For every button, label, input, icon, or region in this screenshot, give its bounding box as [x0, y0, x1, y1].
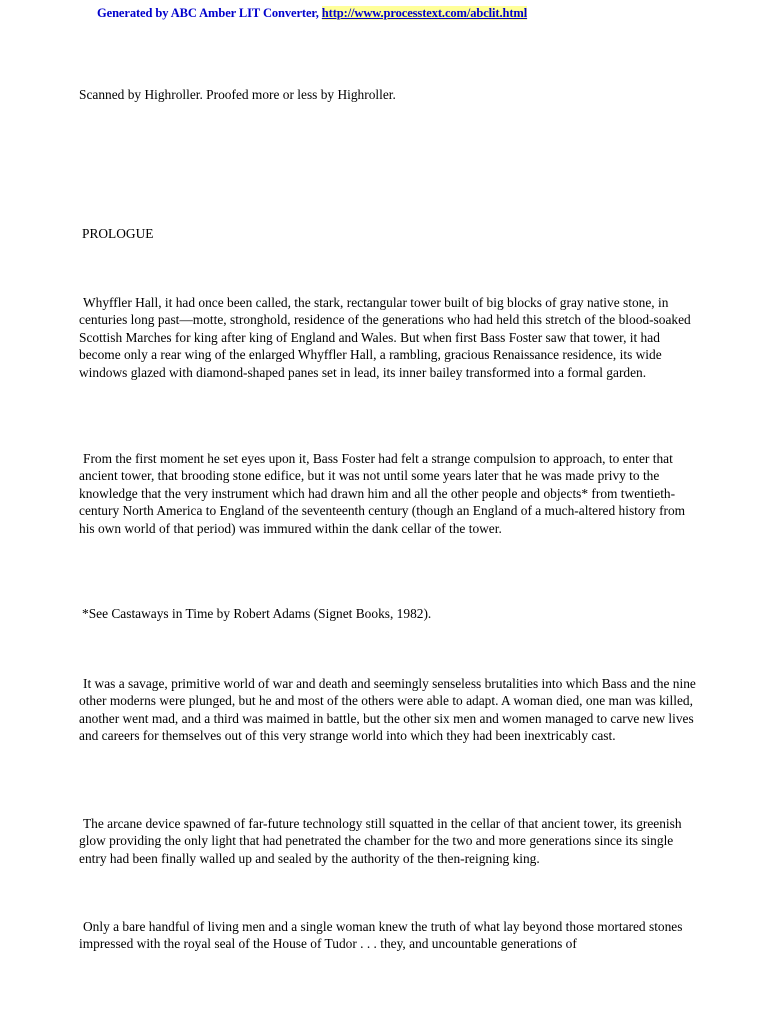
banner-text: Generated by ABC Amber LIT Converter,: [97, 6, 322, 20]
paragraph: Whyffler Hall, it had once been called, the stark, rectangular tower built of big blocks of gray native stone, in centuries long past—motte, stronghold, residence of the generations who had held this stretch of the blood-soaked Scottish Marches for king after king of England and Wales. But when first Bass Foster saw that tower, it had become only a rear wing of the enlarged Whyffler Hall, a rambling, gracious Renaissance residence, its wide windows glazed with diamond-shaped panes set in lead, its inner bailey transformed into a formal garden.: [79, 295, 691, 380]
paragraph: From the first moment he set eyes upon it, Bass Foster had felt a strange compulsion to approach, to enter that ancient tower, that brooding stone edifice, but it was not until some years later that he was made privy to the knowledge that the very instrument which had drawn him and all the other people and objects* from twentieth-century North America to England of the seventeenth century (though an England of a much-altered history from his own world of that period) was immured within the dank cellar of the tower.: [79, 451, 686, 536]
scan-credit: Scanned by Highroller. Proofed more or less by Highroller.: [79, 87, 396, 102]
paragraph: Only a bare handful of living men and a single woman knew the truth of what lay beyond those mortared stones impressed with the royal seal of the House of Tudor . . . they, and uncountable generations of: [79, 919, 683, 952]
converter-banner: [97, 6, 527, 21]
chapter-heading: PROLOGUE: [82, 226, 154, 241]
paragraph: It was a savage, primitive world of war and death and seemingly senseless brutalities into which Bass and the nine other moderns were plunged, but he and most of the others were able to adapt. A woman died, one man was killed, another went mad, and a third was maimed in battle, but the other six men and women managed to carve new lives and careers for themselves out of this very strange world into which they had been inextricably cast.: [79, 676, 696, 744]
footnote: *See Castaways in Time by Robert Adams (Signet Books, 1982).: [82, 606, 432, 621]
paragraph: The arcane device spawned of far-future technology still squatted in the cellar of that ancient tower, its greenish glow providing the only light that had penetrated the chamber for the two and more generations since its single entry had been finally walled up and sealed by the authority of the then-reigning king.: [79, 816, 682, 866]
converter-link[interactable]: http://www.processtext.com/abclit.html: [321, 6, 528, 20]
